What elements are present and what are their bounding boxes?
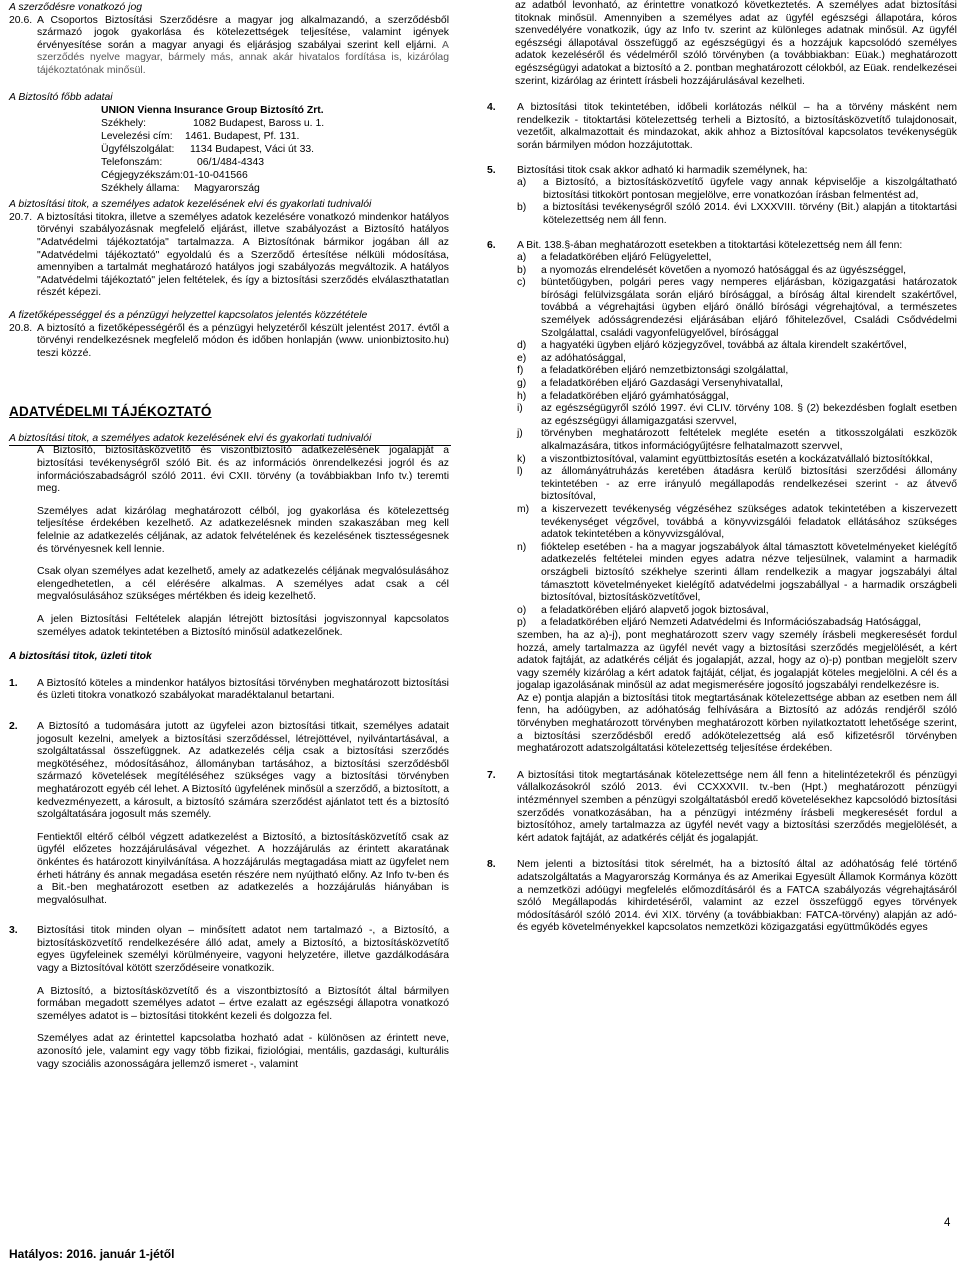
sub-item: b) a nyomozás elrendelését követően a nyomozó hatósággal és az ügyészséggel, xyxy=(517,264,907,276)
left-column xyxy=(9,2,449,1071)
company-row: Cégjegyzékszám: 01-10-041566 xyxy=(101,170,248,182)
company-row: Ügyfélszolgálat: 1134 Budapest, Váci út 33. xyxy=(101,144,315,156)
numbered-item-1: 1. A Biztosító köteles a mindenkor hatályos biztosítási törvényben meghatározott biztosítási és üzleti titokra vonatkozó szabályokat maradéktalanul betartani. xyxy=(9,677,449,702)
company-row: Levelezési cím: 1461. Budapest, Pf. 131. xyxy=(101,131,300,143)
paragraph: Az e) pontja alapján a biztosítási titok megtartásának kötelezettsége abban az esetben nem áll fenn, ha adóügyben, az adóhatóság felhívására a Biztosító az adózás rendjéről szóló törvényben meghatározott törvényben meghatározott körben nyilatkoztatott lehetősége szerint, a biztosítási szerződésből eredő adókötelezettség alá eső kifizetésről törvényben meghatározott adatszolgáltatási kötelezettség teljesítése érdekében. xyxy=(517,692,957,755)
section-title-business-secret: A biztosítási titok, üzleti titok xyxy=(9,651,152,663)
paragraph: Személyes adat kizárólag meghatározott célból, jog gyakorlása és kötelezettség teljesítése érdekében kezelhető. Az adatkezelésnek minden szakaszában meg kell felelnie az adatkezelés céljának, az adatok felvételének és kezelésének tisztességesnek és törvényesnek kell lennie. xyxy=(37,505,449,555)
paragraph: Csak olyan személyes adat kezelhető, amely az adatkezelés céljának megvalósulásához elengedhetetlen, a cél elérésére alkalmas. A személyes adat csak a cél megvalósulásához szükséges mértékben és ideig kezelhető. xyxy=(37,566,449,603)
sub-item: k) a viszontbiztosítóval, valamint együttbiztosítás esetén a kockázatvállaló biztosítókkal, xyxy=(517,453,933,465)
section-divider xyxy=(9,445,451,446)
numbered-item-7: 7. A biztosítási titok megtartásának kötelezettsége nem áll fenn a hitelintézetekről és pénzügyi vállalkozásokról szóló 2013. évi CCXXXVII. tv.-ben (Hpt.) meghatározott pénzügyi intézménnyel szemben a pénzügyi szolgáltatásból eredő követelésekhez kapcsolódó biztosítási szerződés vonatkozásában, ha a pénzügyi intézmény írásbeli megkeresését fordul a biztosítóhoz, amely tartalmazza az ügyfél nevét vagy a biztosítási szerződés megjelölését, a kért adatok fajtáját, az adatkérés célját és jogalapját. xyxy=(487,769,957,844)
company-row: Telefonszám: 06/1/484-4343 xyxy=(101,157,265,169)
sub-item: o) a feladatkörében eljáró alapvető jogok biztosával, xyxy=(517,604,769,616)
sub-item: d) a hagyatéki ügyben eljáró közjegyzővel, továbbá az általa kirendelt szakértővel, xyxy=(517,340,907,352)
sub-item: i) az egészségügyről szóló 1997. évi CLIV. törvény 108. § (2) bekezdésben foglalt esetben az egészségügyi államigazgatási szervvel, xyxy=(517,403,957,427)
company-name: UNION Vienna Insurance Group Biztosító Zrt. xyxy=(101,105,324,117)
paragraph: szemben, ha az a)-j), pont meghatározott szerv vagy személy írásbeli megkeresését fordul hozzá, amely tartalmazza az ügyfél nevét vagy a biztosítási szerződés megjelölését, a kért adatok fajtáját, az adatkérés célját és jogalapját, azzal, hogy az o)-p) pontban megjelölt szerv vagy személy kizárólag a kért adatok fajtáját, céljat, és jogalapját köteles megjelölni. A cél és a jogalap igazolásának minősül az adat megismerésére jogosító jogszabályi rendelkezésre is. xyxy=(517,629,957,692)
clause-number: 20.7. xyxy=(9,211,33,223)
sub-item: b) a biztosítási tevékenységről szóló 2014. évi LXXXVIII. törvény (Bit.) alapján a titoktartási kötelezettség nem áll fenn. xyxy=(517,202,957,226)
sub-item: j) törvényben meghatározott feltételek megléte esetén a titkosszolgálati eszközök alkalmazására, titkos információgyűjtésre felhatalmazott szervvel, xyxy=(517,428,957,452)
sub-item: a) a feladatkörében eljáró Felügyelettel, xyxy=(517,252,712,264)
clause-text-language: A szerződés nyelve magyar, bármely más, annak akár hivatalos fordítása is, kizárólag tájékoztatónak minősül. xyxy=(37,39,449,76)
numbered-item-8: 8. Nem jelenti a biztosítási titok sérelmét, ha a biztosító által az adóhatóság felé történő adatszolgáltatás a Magyarország Kormánya és az Amerikai Egyesült Államok Kormánya között a nemzetközi adóügyi megfelelés előmozdításáról és a FATCA szabályozás végrehajtásáról szóló Megállapodás kihirdetéséről, valamint az ezzel összefüggő egyes törvények módosításáról szóló 2014. évi XIX. törvény (a továbbiakban: FATCA-törvény) alapján az adó- és egyéb követelményekkel kapcsolatos nemzetközi közigazgatási együttműködés egyes xyxy=(487,859,957,934)
numbered-item-5: 5. Biztosítási titok csak akkor adható ki harmadik személynek, ha: a) a Biztosító, a biztosításközvetítő ügyfele vagy annak képviselője a kiszolgáltatható biztosítási titkokört pontosan megjelölve, erre vonatkozóan írásban felmentést ad, b) a biztosítási tevékenységről szóló 2014. évi LXXXVIII. törvény (Bit.) alapján a titoktartási kötelezettség nem áll fenn. xyxy=(487,164,957,226)
footer-effective-date: Hatályos: 2016. január 1-jétől xyxy=(9,1247,175,1261)
company-row: Székhely: 1082 Budapest, Baross u. 1. xyxy=(101,118,325,130)
sub-item: n) fióktelep esetében - ha a magyar jogszabályok által támasztott követelményeket kielégítő adatkezelés feltételei minden egyes adatra nézve teljesülnek, valamint a harmadik országbeli biztosító székhelye szerinti állam rendelkezik a magyar jogszabályi által támasztott követelményeket kielégítő adatvédelmi jogszabállyal - a harmadik országbeli biztosítóval, biztosításközvetítővel, xyxy=(517,541,957,604)
clause-20-6 xyxy=(9,15,449,78)
sub-item: e) az adóhatósággal, xyxy=(517,352,626,364)
numbered-item-3: 3. Biztosítási titok minden olyan – minősített adatot nem tartalmazó -, a Biztosító, a biztosításközvetítő rendelkezésére álló adat, amely a Biztosító, a biztosításközvetítő egyes ügyfeleinek személyi körülményeire, vagyoni helyzetére, illetve gazdálkodására vagy a Biztosítóval kötött szerződéseire vonatkozik. A Biztosító, a biztosításközvetítő és a viszontbiztosító a Biztosítót által bármilyen formában megadott személyes adatot – értve ezalatt az egészségi állapotra vonatkozó személyes adatot is – biztosítási titokként kezeli és dolgozza fel. Személyes adat az érintettel kapcsolatba hozható adat - különösen az érintett neve, azonosító jele, valamint egy vagy több fizikai, fiziológiai, mentális, gazdasági, kulturális vagy szociális azonosságára jellemző ismeret -, valamint xyxy=(9,925,449,1070)
section-title-data-handling: A biztosítási titok, a személyes adatok kezelésének elvi és gyakorlati tudnivalói xyxy=(9,432,372,444)
sub-item: g) a feladatkörében eljáró Gazdasági Versenyhivatallal, xyxy=(517,378,784,390)
company-row: Székhely állama: Magyarország xyxy=(101,183,260,195)
data-protection-paragraphs xyxy=(9,445,449,639)
clause-number: 20.6. xyxy=(9,14,33,26)
sub-item: h) a feladatkörében eljáró gyámhatósággal, xyxy=(517,390,729,402)
paragraph: A Biztosító, biztosításközvetítő és viszontbiztosító adatkezelésének jogalapját a biztosítási tevékenységről szóló Bit. és az információs önrendelkezési jogról és az információszabadságról szóló 2011. évi CXII. törvény (a továbbiakban Info tv.) teremti meg. xyxy=(37,445,449,495)
sub-item: m) a kiszervezett tevékenység végzéséhez szükséges adatok tekintetében a kiszervezett tevékenységet végzővel, továbbá a könyvvizsgálói feladatok ellátásához szükséges adatok tekintetében a könyvvizsgálóval, xyxy=(517,503,957,541)
right-column xyxy=(487,0,957,935)
paragraph: A jelen Biztosítási Feltételek alapján létrejött biztosítási jogviszonnyal kapcsolatos személyes adatok tekintetében a Biztosító minősül adatkezelőnek. xyxy=(37,614,449,638)
clause-number: 20.8. xyxy=(9,322,33,334)
section-title-insurer-data: A Biztosító főbb adatai xyxy=(9,91,113,103)
numbered-item-2: 2. A Biztosító a tudomására jutott az ügyfelei azon biztosítási titkait, személyes adatait jogosult kezelni, amelyek a biztosítási szerződéssel, létrejöttével, nyilvántartásával, a szolgáltatással összefüggnek. Az adatkezelés célja csak a biztosítási szerződés megkötéséhez, módosításához, állományban tartásához, a biztosítási szerződésből származó követelések megítéléséhez szükséges vagy a biztosítási törvényben meghatározott egyéb cél lehet. A Biztosító ügyfelének minősül a szerződő, a biztosított, a kedvezményezett, a károsult, a biztosító számára szerződést ajánlatot tett és a biztosító szolgáltatására jogosult más személy. Fentiektől eltérő célból végzett adatkezelést a Biztosító, a biztosításközvetítő csak az ügyfél előzetes hozzájárulásával végezhet. A hozzájárulás az érintett akaratának önkéntes és határozott kinyilvánítása. A hozzájárulás megtagadása miatt az ügyfelet nem érheti hátrány és annak megadása esetén részére nem nyújtható előny. Az Info tv-ben és a Bit.-ben meghatározott esetben az adatkezelés a hozzájárulás hiányában is megvalósulhat. xyxy=(9,720,449,906)
sub-item: l) az állományátruházás keretében átadásra kerülő biztosítási szerződési állomány tekintetében - az erre irányuló megállapodás rendelkezései szerint - az átvevő biztosítóval, xyxy=(517,466,957,503)
clause-text: A biztosító a fizetőképességéről és a pénzügyi helyzetéről készült jelentést 2017. évtől a törvényi rendelkezésnek megfelelő módon és időben honlapján (www. unionbiztosito.hu) teszi közzé. xyxy=(37,322,449,359)
section-title-secrets: A biztosítási titok, a személyes adatok kezelésének elvi és gyakorlati tudnivalói xyxy=(9,199,372,211)
insurer-info-block xyxy=(9,104,449,195)
sub-item: c) büntetőügyben, polgári peres vagy nemperes eljárásban, közigazgatási határozatok bírósági felülvizsgálata során eljáró bírósággal, a bíróság által kirendelt szakértővel, továbbá a végrehajtási ügyben eljáró önálló bírósági végrehajtóval, a természetes személyek adósságrendezési eljárásában eljáró főhitelezővel, Családi Csődvédelmi Szolgálattal, családi vagyonfelügyelővel, bírósággal xyxy=(517,277,957,339)
continued-paragraph: az adatból levonható, az érintettre vonatkozó következtetés. A személyes adat biztosítási titoknak minősül. Amennyiben a személyes adat az ügyfél egészségi állapotára, kóros szenvedélyére vonatkozik, úgy az Info tv. szerint az különleges adatnak minősül. Az ügyfél egészségi állapotával összefüggő az egészségügyi és a hozzájuk kapcsolódó személyes adatok kezeléséről és védelméről szóló törvényben (a továbbiakban: Eüak.) meghatározott egészségügyi adatokat a biztosító a 2. pontban meghatározott célokból, az Eüak. rendelkezései szerint, kizárólag az érintett írásbeli hozzájárulásával kezelheti. xyxy=(515,0,957,87)
sub-item: a) a Biztosító, a biztosításközvetítő ügyfele vagy annak képviselője a kiszolgáltatható biztosítási titkokört pontosan megjelölve, erre vonatkozóan írásban felmentést ad, xyxy=(517,177,957,201)
section-title-applicable-law: A szerződésre vonatkozó jog xyxy=(9,2,143,13)
main-heading: ADATVÉDELMI TÁJÉKOZTATÓ xyxy=(9,404,212,420)
numbered-item-6: 6. A Bit. 138.§-ában meghatározott esetekben a titoktartási kötelezettség nem áll fenn: a) a feladatkörében eljáró Felügyelettel, b) a nyomozás elrendelését követően a nyomozó hatósággal és az ügyészséggel, c) büntetőügyben, polgári peres vagy nemperes eljárásban, közigazgatási határozatok bírósági felülvizsgálata során eljáró bírósággal, a bíróság által kirendelt szakértővel, továbbá a végrehajtási ügyben eljáró önálló bírósági végrehajtóval, a természetes személyek adósságrendezési eljárásában eljáró főhitelezővel, Családi Csődvédelmi Szolgálattal, családi vagyonfelügyelővel, bírósággal d) a hagyatéki ügyben eljáró közjegyzővel, továbbá az általa kirendelt szakértővel, e) az adóhatósággal, f) a feladatkörében eljáró nemzetbiztonsági szolgálattal, g) a feladatkörében eljáró Gazdasági Versenyhivatallal, h) a feladatkörében eljáró gyámhatósággal, i) az egészségügyről szóló 1997. évi CLIV. törvény 108. § (2) bekezdésben foglalt esetben az egészségügyi államigazgatási szervvel, j) törvényben meghatározott feltételek megléte esetén a titkosszolgálati eszközök alkalmazására, titkos információgyűjtésre felhatalmazott szervvel, k) a viszontbiztosítóval, valamint együttbiztosítás esetén a kockázatvállaló biztosítókkal, l) az állományátruházás keretében átadásra kerülő biztosítási szerződési állomány tekintetében - az erre irányuló megállapodás rendelkezései szerint - az átvevő biztosítóval, m) a kiszervezett tevékenység végzéséhez szükséges adatok tekintetében a kiszervezett tevékenységet végzővel, továbbá a könyvvizsgálói feladatok ellátásához szükséges adatok tekintetében a könyvvizsgálóval, n) fióktelep esetében - ha a magyar jogszabályok által támasztott követelményeket kielégítő adatkezelés feltételei minden egyes adatra nézve teljesülnek, valamint a harmadik országbeli biztosító székhelye szerinti állam rendelkezik a magyar jogszabályi által támasztott követelményeket kielégítő adatvédelmi jogszabállyal - a harmadik országbeli biztosítóval, biztosításközvetítővel, o) a feladatkörében eljáró alapvető jogok biztosával, p) a feladatkörében eljáró Nemzeti Adatvédelmi és Információszabadság Hatósággal, xyxy=(487,239,957,629)
clause-20-7 xyxy=(9,212,449,300)
clause-20-8 xyxy=(9,323,449,361)
numbered-item-4: 4. A biztosítási titok tekintetében, időbeli korlátozás nélkül – ha a törvény másként nem rendelkezik - titoktartási kötelezettség terheli a Biztosító, a biztosításközvetítő tulajdonosait, vezetőit, alkalmazottait és mindazokat, akik ahhoz a Biztosítóval kapcsolatos tevékenységük során bármilyen módon hozzájutottak. xyxy=(487,102,957,151)
clause-text: A biztosítási titokra, illetve a személyes adatok kezelésére vonatkozó mindenkor hatályos törvényi szabályozásnak megfelelő eljárást, illetve szabályozást a Biztosító hatályos "Adatvédelmi tájékoztatója" tartalmazza. A Biztosítónak bármikor jogában áll az "Adatvédelmi tájékoztató" egyoldalú és a Szerződő értesítése nélküli módosítása, amennyiben a tartalmát meghatározó hatályos jogi szabályozás megváltozik. A hatályos "Adatvédelmi tájékoztató" jelen feltételek, és így a biztosítási szerződés elválaszthatatlan részét képezi. xyxy=(37,211,449,299)
sub-item: f) a feladatkörében eljáró nemzetbiztonsági szolgálattal, xyxy=(517,365,789,377)
page-number: 4 xyxy=(944,1217,951,1229)
section-title-solvency: A fizetőképességgel és a pénzügyi helyzettel kapcsolatos jelentés közzététele xyxy=(9,309,368,321)
sub-item: p) a feladatkörében eljáró Nemzeti Adatvédelmi és Információszabadság Hatósággal, xyxy=(517,617,922,629)
clause-text: A Csoportos Biztosítási Szerződésre a magyar jog alkalmazandó, a szerződésből származó jogok gyakorlása és kötelezettségek teljesítése, valamint igények érvényesítése során a magyar anyagi és eljárásjog szabályai szerint kell eljárni. A szerződés nyelve magyar, bármely más, annak akár hivatalos fordítása is, kizárólag tájékoztatónak minősül. xyxy=(37,14,449,76)
